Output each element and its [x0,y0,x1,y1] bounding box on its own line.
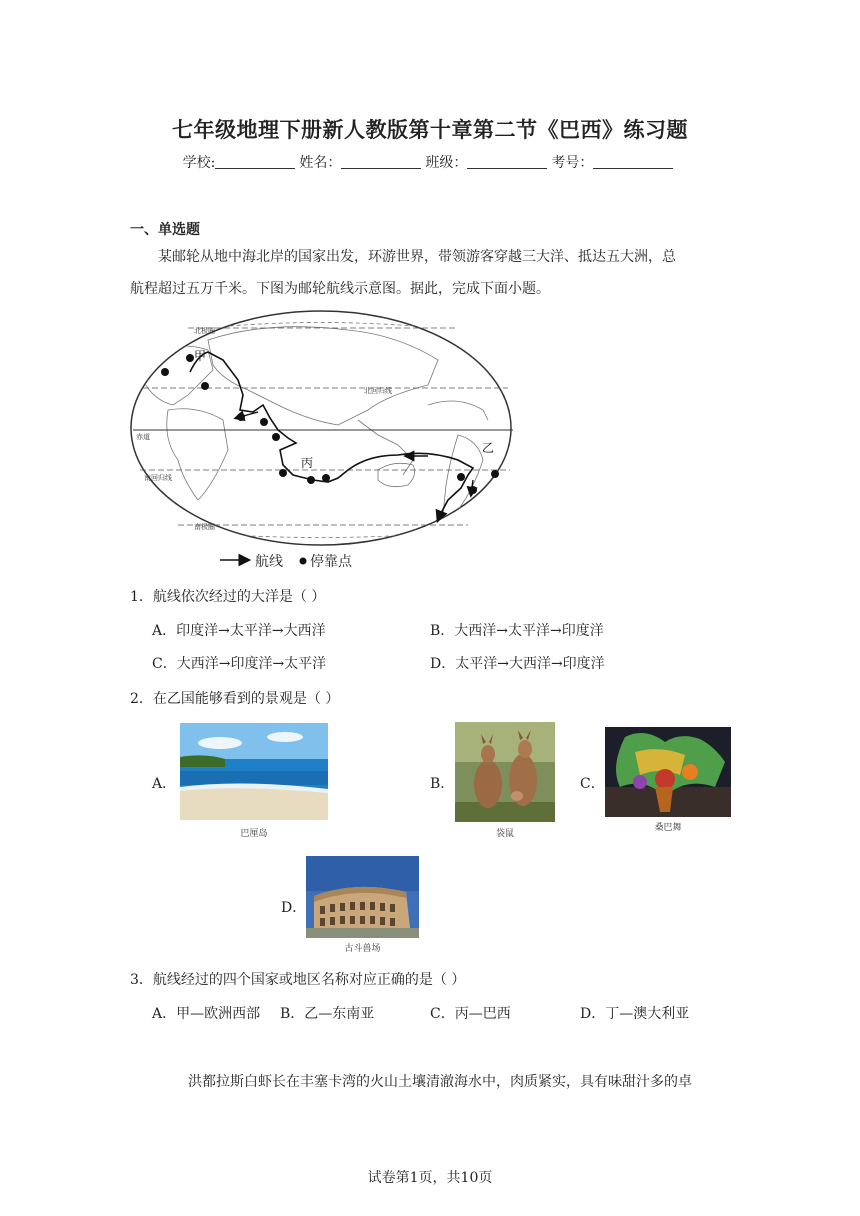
caption-bali: 巴厘岛 [240,829,268,839]
intro-line-1: 某邮轮从地中海北岸的国家出发，环游世界，带领游客穿越三大洋、抵达五大洲，总 [158,249,676,265]
question-1-stem: 1．航线依次经过的大洋是（ ） [130,589,326,605]
route-map-figure [128,310,518,572]
number-label: 考号： [551,155,594,171]
question-2-stem: 2．在乙国能够看到的景观是（ ） [130,691,340,707]
q1-option-a[interactable]: A．印度洋→太平洋→大西洋 [152,623,326,639]
q2-option-b-label[interactable]: B． [430,776,455,792]
q3-option-a[interactable]: A．甲—欧洲西部 [152,1006,261,1022]
antarctic-label: 南极圈 [194,523,215,531]
q3-option-d[interactable]: D．丁—澳大利亚 [580,1006,690,1022]
caption-kangaroo: 袋鼠 [495,829,514,839]
q1-option-d[interactable]: D．太平洋→大西洋→印度洋 [430,656,605,672]
legend-route-label: 航线 [255,554,283,570]
equator-label: 赤道 [136,433,150,441]
q3-option-c[interactable]: C．丙—巴西 [430,1006,511,1022]
number-blank[interactable] [593,154,673,169]
samba-image[interactable] [605,727,731,817]
caption-colosseum: 古斗兽场 [344,944,381,954]
section-heading: 一、单选题 [130,222,200,238]
caption-samba: 桑巴舞 [654,823,682,833]
q2-option-a-label[interactable]: A． [152,776,177,792]
question-3-stem: 3．航线经过的四个国家或地区名称对应正确的是（ ） [130,972,466,988]
kangaroo-image[interactable] [455,722,555,822]
name-label: 姓名： [299,155,342,171]
map-label-jia: 甲 [194,349,207,363]
student-info-line [0,152,860,172]
page-title: 七年级地理下册新人教版第十章第二节《巴西》练习题 [172,118,688,142]
bali-beach-image[interactable] [180,723,328,820]
route-map [128,310,518,572]
q1-option-c[interactable]: C．大西洋→印度洋→太平洋 [152,656,327,672]
school-label: 学校: [182,155,216,171]
north-tropic-label: 北回归线 [364,387,392,395]
intro-line-2: 航程超过五万千米。下图为邮轮航线示意图。据此，完成下面小题。 [130,281,550,297]
q1-option-b[interactable]: B．大西洋→太平洋→印度洋 [430,623,604,639]
intro-paragraph [130,241,730,305]
page-footer: 试卷第1页，共10页 [367,1170,493,1186]
q2-option-d-label[interactable]: D． [281,900,307,916]
south-tropic-label: 南回归线 [144,474,172,482]
q2-option-c-label[interactable]: C． [580,776,605,792]
q3-option-b[interactable]: B．乙—东南亚 [280,1006,375,1022]
class-blank[interactable] [467,154,547,169]
name-blank[interactable] [341,154,421,169]
map-label-yi: 乙 [482,441,495,455]
legend-stop-label: 停靠点 [310,554,352,570]
next-passage-line: 洪都拉斯白虾长在丰塞卡湾的火山土壤清澈海水中，肉质紧实，具有味甜汁多的卓 [188,1074,692,1090]
school-blank[interactable] [215,154,295,169]
colosseum-image[interactable] [306,856,419,938]
class-label: 班级： [425,155,468,171]
arctic-label: 北极圈 [194,327,215,335]
map-label-bing: 丙 [301,456,314,470]
